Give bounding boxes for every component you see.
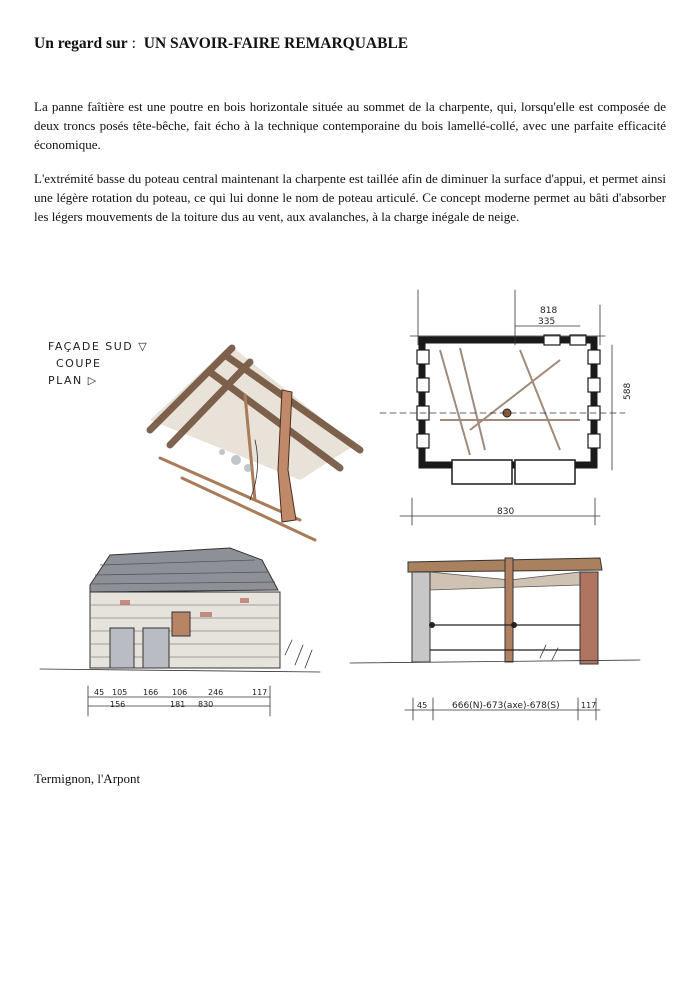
facade-dim-1: 45 — [94, 688, 105, 697]
section-dim-right: 117 — [581, 701, 597, 710]
facade-dim-2: 105 — [112, 688, 128, 697]
plan-dim-right: 588 — [623, 382, 633, 400]
facade-dim-6: 117 — [252, 688, 268, 697]
paragraph-panne-faitiere: La panne faîtière est une poutre en bois horizontale située au sommet de la charpente, qui, lorsqu'elle est composée de deux troncs posés tête-bêche, fait écho à la technique contemporaine du bois lamellé-collé, avec une parfaite efficacité économique. — [34, 99, 666, 152]
title-subject: UN SAVOIR-FAIRE REMARQUABLE — [143, 35, 409, 52]
section-dim-left: 45 — [417, 701, 428, 710]
roof-structure-perspective — [150, 345, 360, 540]
plan-dim-top-inner: 335 — [538, 317, 556, 327]
facade-dim-9: 830 — [198, 700, 214, 709]
facade-dim-8: 181 — [170, 700, 186, 709]
paragraph-poteau-articule: L'extrémité basse du poteau central maintenant la charpente est taillée afin de diminuer la surface d'appui, et permet ainsi une légère rotation du poteau, ce qui lui donne le nom de poteau articulé. Ce concept moderne permet au bâti d'absorber les légers mouvements de la toiture dus au vent, aux avalanches, à la charge inégale de neige. — [34, 171, 666, 224]
title-separator: : — [131, 35, 136, 52]
facade-dim-5: 246 — [208, 688, 224, 697]
legend-coupe: COUPE — [56, 357, 102, 370]
facade-dim-7: 156 — [110, 700, 126, 709]
plan-dim-top-outer: 818 — [540, 306, 558, 316]
cross-section — [350, 558, 640, 720]
facade-dim-4: 106 — [172, 688, 188, 697]
south-facade — [40, 548, 320, 716]
title-lead: Un regard sur — [34, 35, 128, 52]
section-dim-center: 666(N)-673(axe)-678(S) — [452, 701, 560, 711]
floor-plan — [380, 290, 633, 525]
image-caption: Termignon, l'Arpont — [34, 771, 141, 786]
legend-plan: PLAN ▷ — [48, 374, 98, 387]
facade-dim-3: 166 — [143, 688, 159, 697]
sketch-legend — [48, 340, 148, 387]
plan-dim-bottom: 830 — [497, 507, 515, 517]
legend-facade: FAÇADE SUD ▽ — [48, 340, 149, 353]
page-title — [34, 35, 408, 53]
